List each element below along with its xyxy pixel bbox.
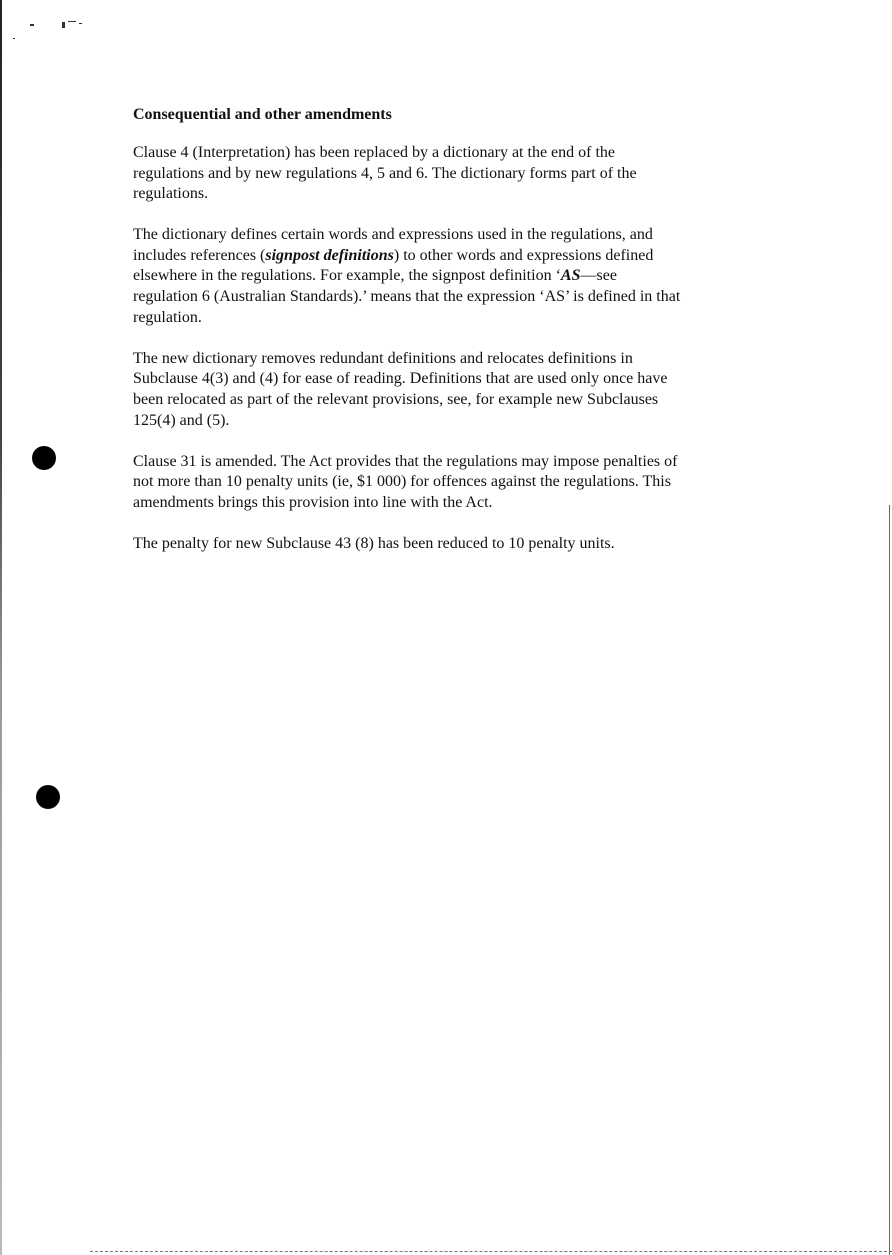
text-segment: been relocated as part of the relevant provisions, see, for example new Subclauses — [133, 390, 659, 408]
text-line — [133, 472, 758, 493]
text-segment: regulation 6 (Australian Standards).’ means that the expression ‘AS’ is defined in that — [133, 288, 681, 306]
paragraph — [133, 534, 758, 555]
scan-speck — [13, 38, 15, 39]
punch-hole-top — [32, 446, 56, 470]
page-left-edge — [0, 0, 2, 1255]
text-line — [133, 287, 758, 308]
scan-speck — [68, 21, 76, 22]
text-line — [133, 164, 758, 185]
text-segment: amendments brings this provision into line with the Act. — [133, 493, 493, 511]
text-segment: not more than 10 penalty units (ie, $1 000) for offences against the regulations. This — [133, 473, 671, 491]
section-heading: Consequential and other amendments — [133, 106, 392, 123]
scan-speck — [79, 23, 82, 24]
text-segment: The penalty for new Subclause 43 (8) has been reduced to 10 penalty units. — [133, 534, 615, 552]
document-body — [133, 104, 758, 575]
text-line — [133, 534, 758, 555]
paragraph — [133, 225, 758, 328]
text-line — [133, 369, 758, 390]
text-line — [133, 390, 758, 411]
text-line — [133, 308, 758, 329]
text-line — [133, 225, 758, 246]
paragraph — [133, 452, 758, 514]
text-segment: includes references ( — [133, 246, 266, 264]
text-segment: elsewhere in the regulations. For example, the signpost definition ‘ — [133, 267, 561, 285]
emphasized-text: signpost definitions — [265, 246, 394, 264]
text-segment: ) to other words and expressions defined — [393, 246, 654, 264]
paragraph — [133, 143, 758, 205]
page-bottom-edge — [90, 1251, 892, 1253]
text-line — [133, 493, 758, 514]
page-right-edge — [889, 505, 890, 1255]
text-segment: The new dictionary removes redundant definitions and relocates definitions in — [133, 349, 633, 367]
text-segment: —see — [580, 267, 617, 285]
scan-speck — [30, 24, 34, 26]
text-line — [133, 246, 758, 267]
text-line — [133, 349, 758, 370]
scan-speck — [62, 22, 65, 28]
punch-hole-bottom — [36, 785, 60, 809]
text-line — [133, 184, 758, 205]
text-line — [133, 452, 758, 473]
text-segment: regulation. — [133, 308, 202, 326]
text-line — [133, 143, 758, 164]
text-segment: regulations and by new regulations 4, 5 and 6. The dictionary forms part of the — [133, 164, 637, 182]
text-segment: Clause 4 (Interpretation) has been replaced by a dictionary at the end of the — [133, 144, 616, 161]
text-line — [133, 266, 758, 287]
paragraph-list — [133, 143, 758, 555]
paragraph — [133, 349, 758, 431]
emphasized-text: AS — [560, 267, 581, 285]
text-line — [133, 411, 758, 432]
text-segment: Clause 31 is amended. The Act provides that the regulations may impose penalties of — [133, 452, 678, 470]
text-segment: The dictionary defines certain words and expressions used in the regulations, and — [133, 226, 653, 244]
text-segment: regulations. — [133, 185, 209, 203]
text-segment: Subclause 4(3) and (4) for ease of reading. Definitions that are used only once have — [133, 370, 668, 388]
text-segment: 125(4) and (5). — [133, 411, 230, 429]
